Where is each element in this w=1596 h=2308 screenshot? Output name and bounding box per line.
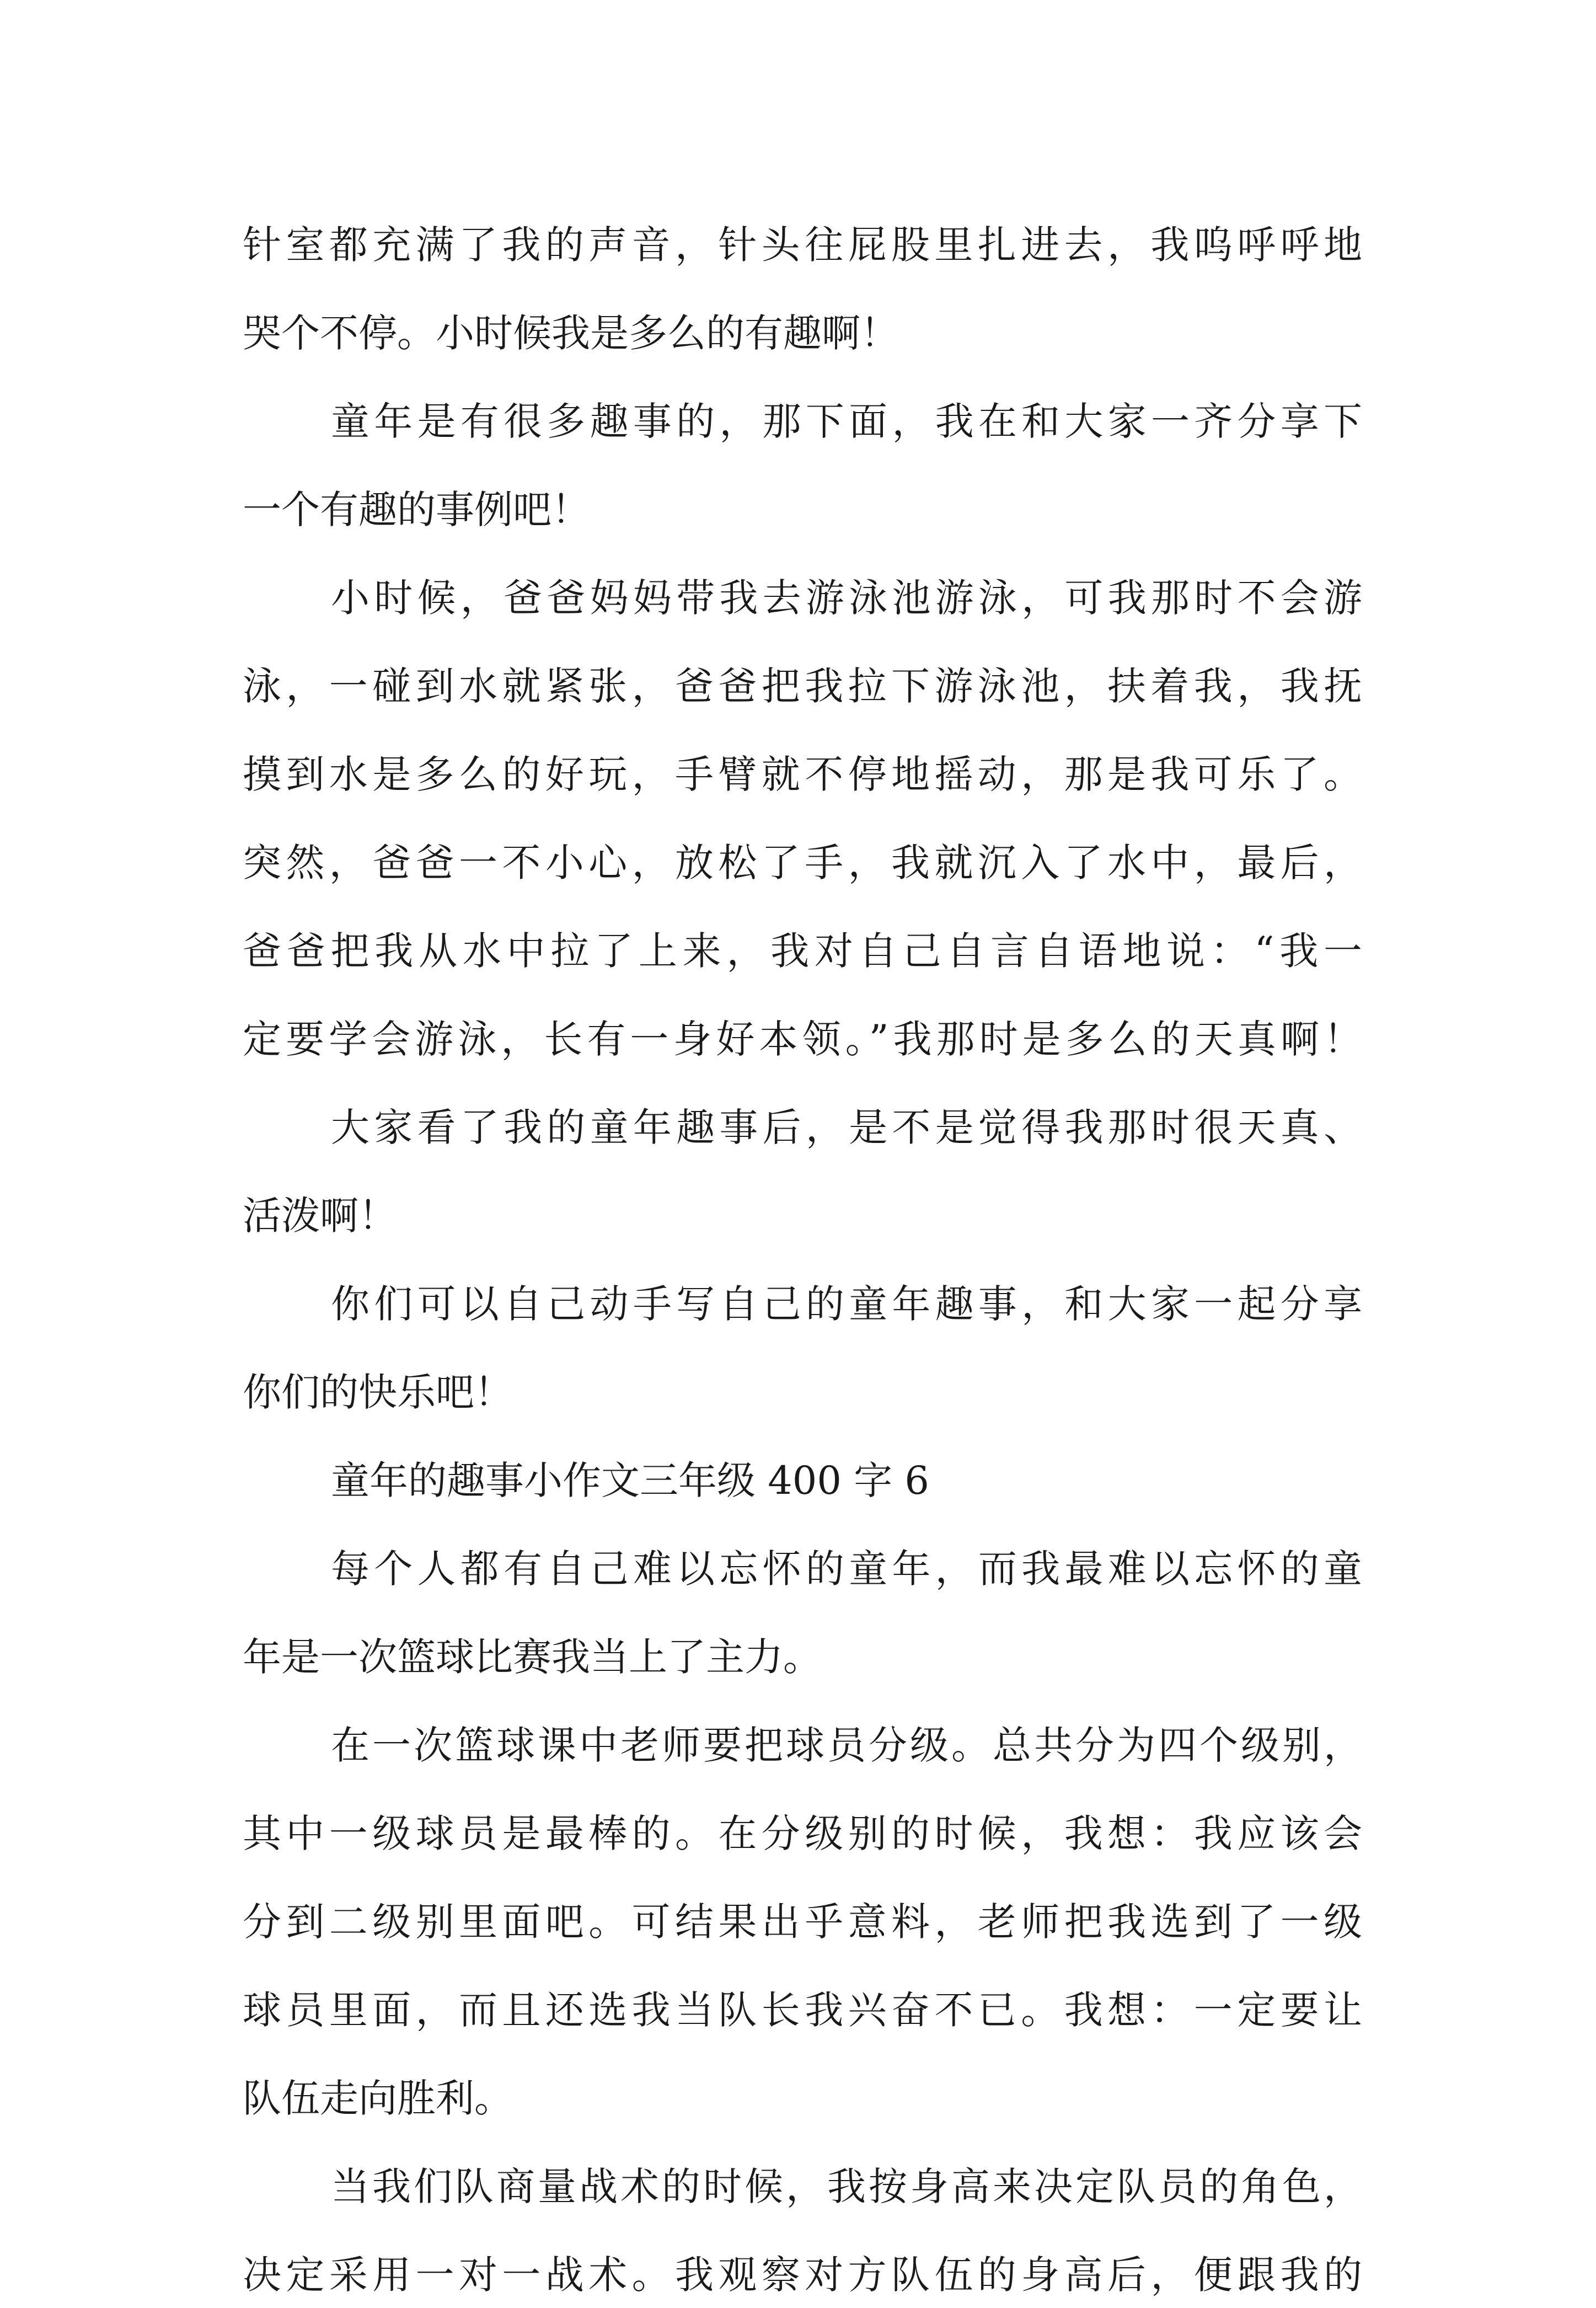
text-line: 球员里面，而且还选我当队长我兴奋不已。我想：一定要让 xyxy=(243,1988,1362,2033)
text-line: 哭个不停。小时候我是多么的有趣啊！ xyxy=(243,311,899,356)
text-line: 其中一级球员是最棒的。在分级别的时候，我想：我应该会 xyxy=(243,1811,1362,1856)
text-line: 摸到水是多么的好玩，手臂就不停地摇动，那是我可乐了。 xyxy=(243,752,1362,797)
text-line: 定要学会游泳，长有一身好本领。”我那时是多么的天真啊！ xyxy=(243,1017,1362,1062)
text-line: 突然，爸爸一不小心，放松了手，我就沉入了水中，最后， xyxy=(243,840,1362,885)
paragraph-first-line: 小时候，爸爸妈妈带我去游泳池游泳，可我那时不会游 xyxy=(331,575,1362,621)
text-line: 队伍走向胜利。 xyxy=(243,2076,513,2121)
paragraph-first-line: 大家看了我的童年趣事后，是不是觉得我那时很天真、 xyxy=(331,1105,1362,1150)
text-line: 活泼啊！ xyxy=(243,1193,397,1238)
text-line: 针室都充满了我的声音，针头往屁股里扎进去，我呜呼呼地 xyxy=(243,222,1362,268)
paragraph-first-line: 当我们队商量战术的时候，我按身高来决定队员的角色， xyxy=(331,2164,1362,2209)
paragraph-first-line: 在一次篮球课中老师要把球员分级。总共分为四个级别， xyxy=(331,1723,1362,1768)
paragraph-first-line: 童年是有很多趣事的，那下面，我在和大家一齐分享下 xyxy=(331,399,1362,444)
text-line: 分到二级别里面吧。可结果出乎意料，老师把我选到了一级 xyxy=(243,1899,1362,1944)
text-line: 爸爸把我从水中拉了上来，我对自己自言自语地说：“我一 xyxy=(243,928,1362,974)
text-line: 你们的快乐吧！ xyxy=(243,1370,513,1415)
text-line: 泳，一碰到水就紧张，爸爸把我拉下游泳池，扶着我，我抚 xyxy=(243,664,1362,709)
text-line: 年是一次篮球比赛我当上了主力。 xyxy=(243,1634,822,1680)
text-line: 一个有趣的事例吧！ xyxy=(243,487,590,532)
paragraph-first-line: 你们可以自己动手写自己的童年趣事，和大家一起分享 xyxy=(331,1281,1362,1327)
paragraph-first-line: 每个人都有自己难以忘怀的童年，而我最难以忘怀的童 xyxy=(331,1546,1362,1591)
text-line: 决定采用一对一战术。我观察对方队伍的身高后，便跟我的 xyxy=(243,2252,1362,2298)
section-heading: 童年的趣事小作文三年级 400 字 6 xyxy=(331,1458,929,1503)
